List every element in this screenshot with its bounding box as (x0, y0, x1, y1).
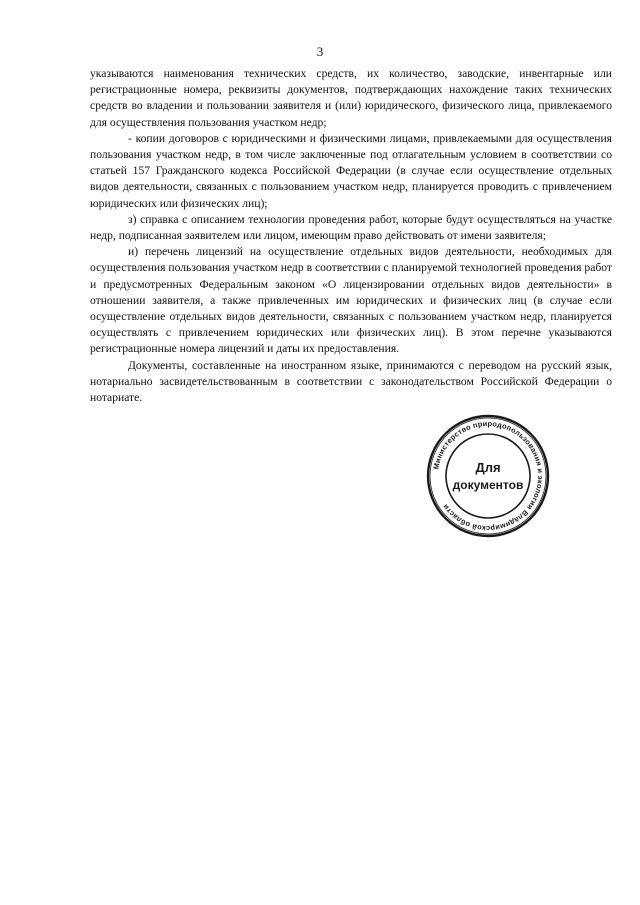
stamp-ring-text: Министерство природопользования и экологии Владимирской области (431, 418, 546, 534)
paragraph-foreign-documents: Документы, составленные на иностранном языке, принимаются с переводом на русский язык, нотариально засвидетельствованным в соответствии с законодательством Российской Федерации о нотариате. (90, 358, 612, 405)
paragraph-item-i: и) перечень лицензий на осуществление отдельных видов деятельности, необходимых для осуществления пользования участком недр в соответствии с планируемой технологией проведения работ и предусмотренных Федеральным законом «О лицензировании отдельных видов деятельности» в отношении заявителя, а также привлеченных им юридических и физических лиц (в случае если осуществление отдельных видов деятельности, связанных с пользованием участком недр, планируется осуществлять с привлечением юридических или физических лиц). В этом перечне указываются регистрационные номера лицензий и даты их предоставления. (90, 245, 612, 356)
document-body (90, 66, 612, 406)
stamp-center-line-2: документов (452, 478, 524, 492)
svg-text:Министерство природопользовани (431, 419, 545, 533)
official-stamp (424, 412, 552, 540)
paragraph-item-z: з) справка с описанием технологии проведения работ, которые будут осуществляться на участке недр, подписанная заявителем или лицом, имеющим право действовать от имени заявителя; (90, 212, 612, 243)
paragraph-continuation: указываются наименования технических средств, их количество, заводские, инвентарные или регистрационные номера, реквизиты документов, подтверждающих нахождение таких технических средств во владении и пользовании заявителя и (или) юридического, физического лица, привлекаемого для осуществления пользования участком недр; (90, 67, 612, 129)
stamp-seal (424, 412, 552, 540)
stamp-center-line-1: Для (475, 460, 501, 475)
paragraph-contracts: - копии договоров с юридическими и физическими лицами, привлекаемыми для осуществления пользования участком недр, в том числе заключенные под отлагательным условием в соответствии со статьей 157 Гражданского кодекса Российской Федерации (в случае если осуществление отдельных видов деятельности, связанных с пользованием участком недр, планируется проводить с привлечением юридических или физических лиц); (90, 131, 612, 210)
page-number: 3 (316, 44, 324, 59)
